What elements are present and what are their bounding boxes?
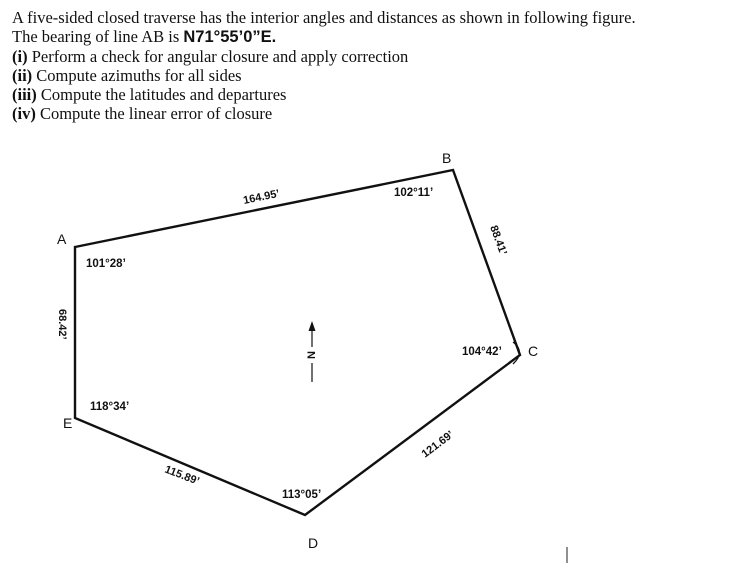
- north-label: N: [306, 351, 318, 359]
- angle-a-label: 101°28’: [86, 258, 126, 270]
- angle-d-label: 113°05’: [282, 489, 322, 501]
- task-text: Compute azimuths for all sides: [32, 66, 242, 85]
- task-text: Compute the latitudes and departures: [36, 85, 287, 104]
- task-text: Perform a check for angular closure and apply correction: [27, 47, 409, 66]
- distance-bc-label: 88.41’: [487, 223, 509, 257]
- station-c-label: C: [528, 343, 539, 359]
- bearing-value: N71°55’0”E.: [183, 28, 277, 46]
- bearing-prefix: The bearing of line AB is: [12, 27, 184, 46]
- angle-e-label: 118°34’: [90, 401, 130, 413]
- task-number: (iii): [12, 85, 37, 104]
- distance-ab-label: 164.95’: [242, 187, 281, 207]
- angle-c-label: 104°42’: [462, 346, 502, 358]
- traverse-outline: [75, 170, 520, 515]
- distance-de-label: 115.89’: [162, 463, 201, 488]
- station-a-label: A: [57, 231, 67, 247]
- problem-intro: A five-sided closed traverse has the interior angles and distances as shown in following figure.: [12, 8, 636, 27]
- task-number: (i): [12, 47, 28, 66]
- task-number: (iv): [12, 104, 36, 123]
- station-b-label: B: [442, 150, 452, 166]
- distance-ea-label: 68.42’: [56, 309, 68, 340]
- north-arrow: [306, 321, 318, 382]
- task-number: (ii): [12, 66, 33, 85]
- station-d-label: D: [308, 535, 319, 551]
- angle-b-label: 102°11’: [394, 187, 434, 199]
- distance-cd-label: 121.69’: [419, 428, 457, 461]
- task-text: Compute the linear error of closure: [35, 104, 273, 123]
- station-e-label: E: [63, 415, 73, 431]
